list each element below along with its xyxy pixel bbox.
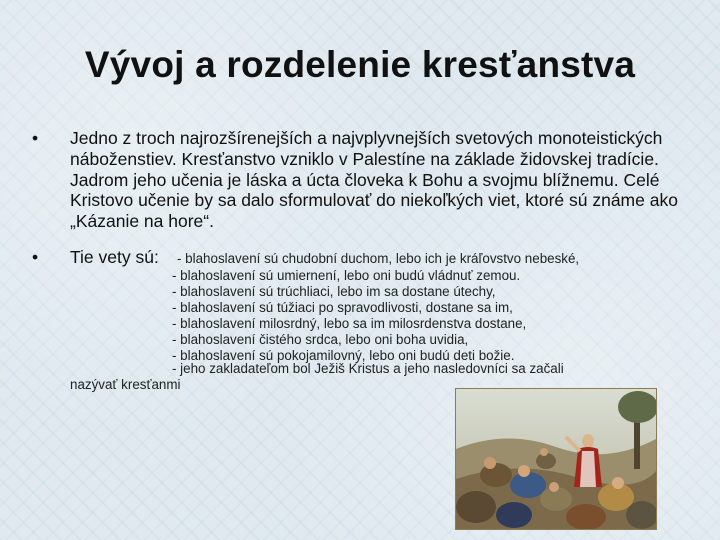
bullet-symbol-2: • bbox=[32, 247, 39, 267]
sermon-on-the-mount-painting bbox=[455, 388, 657, 530]
beatitude-line: - blahoslavení milosrdný, lebo sa im milosrdenstva dostane, bbox=[172, 316, 527, 331]
beatitude-line: - blahoslavení sú trúchliaci, lebo im sa dostane útechy, bbox=[172, 284, 496, 299]
slide-title: Vývoj a rozdelenie kresťanstva bbox=[84, 44, 636, 85]
beatitude-line: - blahoslavení sú chudobní duchom, lebo ich je kráľovstvo nebeské, bbox=[177, 251, 580, 266]
bullet-symbol-1: • bbox=[32, 128, 39, 148]
bullet-text-intro: Jedno z troch najrozšírenejších a najvplyvnejších svetových monoteistických náboženstiev. Kresťanstvo vzniklo v Palestíne na základe židovskej tradície. Jadrom jeho učenia je láska a úcta človeka k Bohu a svojmu blížnemu. Celé Kristovo učenie by sa dalo sformulovať do niekoľkých viet, ktoré sú známe ako „Kázanie na hore“. bbox=[70, 128, 678, 232]
beatitude-line: - blahoslavení sú umiernení, lebo oni budú vládnuť zemou. bbox=[172, 268, 521, 283]
beatitude-line: - blahoslavení čistého srdca, lebo oni boha uvidia, bbox=[172, 332, 469, 347]
beatitudes-label: Tie vety sú: bbox=[70, 247, 159, 267]
founder-line-continuation: nazývať kresťanmi bbox=[70, 377, 181, 392]
beatitude-line: - blahoslavení sú túžiaci po spravodlivosti, dostane sa im, bbox=[172, 300, 513, 315]
founder-line: - jeho zakladateľom bol Ježiš Kristus a jeho nasledovníci sa začali bbox=[172, 361, 564, 376]
beatitude-line: - blahoslavení sú pokojamilovný, lebo oni budú deti božie. bbox=[172, 348, 515, 363]
